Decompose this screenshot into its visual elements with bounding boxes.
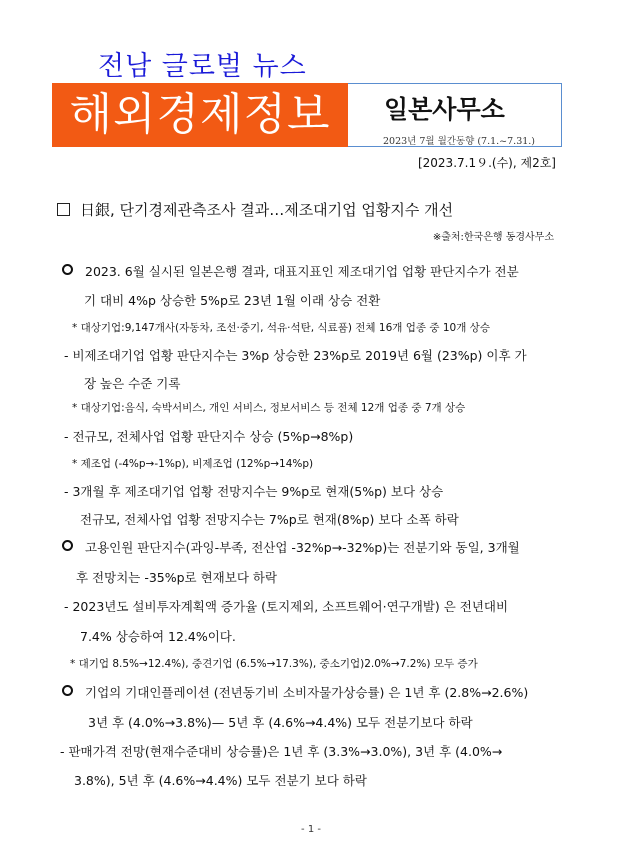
circle-bullet-icon [62, 685, 73, 696]
body-line: 3년 후 (4.0%→3.8%)— 5년 후 (4.6%→4.4%) 모두 전분기보다 하락 [88, 715, 473, 730]
office-name: 일본사무소 [384, 95, 505, 124]
dash-line: - 판매가격 전망(현재수준대비 상승률)은 1년 후 (3.3%→3.0%), 3년 후 (4.0%→ [60, 744, 503, 759]
page-number: - 1 - [301, 824, 321, 835]
dash-line: - 비제조대기업 업황 판단지수는 3%p 상승한 23%p로 2019년 6월 (23%p) 이후 가 [64, 348, 527, 363]
circle-bullet-icon [62, 540, 73, 551]
article-title-text: 日銀, 단기경제관측조사 결과…제조대기업 업황지수 개선 [80, 201, 454, 219]
body-line: 7.4% 상승하여 12.4%이다. [80, 629, 236, 644]
bullet-line: 2023. 6월 실시된 일본은행 결과, 대표지표인 제조대기업 업황 판단지수가 전분 [62, 262, 519, 280]
bullet-line: 기업의 기대인플레이션 (전년동기비 소비자물가상승률) 은 1년 후 (2.8%→2.6%) [62, 683, 528, 701]
dash-line: - 2023년도 설비투자계획액 증가율 (토지제외, 소프트웨어·연구개발) 은 전년대비 [64, 599, 509, 614]
brand-title: 전남 글로벌 뉴스 [98, 51, 307, 82]
banner-title: 해외경제정보 [52, 83, 348, 147]
note-line: * 제조업 (-4%p→-1%p), 비제조업 (12%p→14%p) [72, 458, 314, 470]
body-line: 기 대비 4%p 상승한 5%p로 23년 1월 이래 상승 전환 [84, 293, 381, 308]
article-title [57, 199, 453, 220]
body-line: 후 전망치는 -35%p로 현재보다 하락 [76, 570, 278, 585]
note-line: * 대상기업:9,147개사(자동차, 조선·중기, 석유·석탄, 식료품) 전체 16개 업종 중 10개 상승 [72, 322, 490, 334]
period-text: 2023년 7월 월간동향 (7.1.~7.31.) [383, 136, 536, 147]
dash-line: - 3개월 후 제조대기업 업황 전망지수는 9%p로 현재(5%p) 보다 상승 [64, 484, 444, 499]
bullet-line: 고용인원 판단지수(과잉-부족, 전산업 -32%p→-32%p)는 전분기와 동일, 3개월 [62, 538, 520, 556]
circle-bullet-icon [62, 264, 73, 275]
body-line: 장 높은 수준 기록 [84, 376, 181, 391]
checkbox-square-icon [57, 203, 70, 216]
note-line: * 대상기업:음식, 숙박서비스, 개인 서비스, 정보서비스 등 전체 12개 업종 중 7개 상승 [72, 402, 466, 414]
dash-line: - 전규모, 전체사업 업황 판단지수 상승 (5%p→8%p) [64, 429, 354, 444]
note-line: * 대기업 8.5%→12.4%), 중견기업 (6.5%→17.3%), 중소기업)2.0%→7.2%) 모두 증가 [70, 658, 478, 670]
issue-date: [2023.7.1９.(수), 제2호] [417, 156, 556, 170]
source-note: ※출처:한국은행 동경사무소 [432, 232, 554, 243]
body-line: 전규모, 전체사업 업황 전망지수는 7%p로 현재(8%p) 보다 소폭 하락 [80, 512, 459, 527]
body-line: 3.8%), 5년 후 (4.6%→4.4%) 모두 전분기 보다 하락 [74, 773, 367, 788]
